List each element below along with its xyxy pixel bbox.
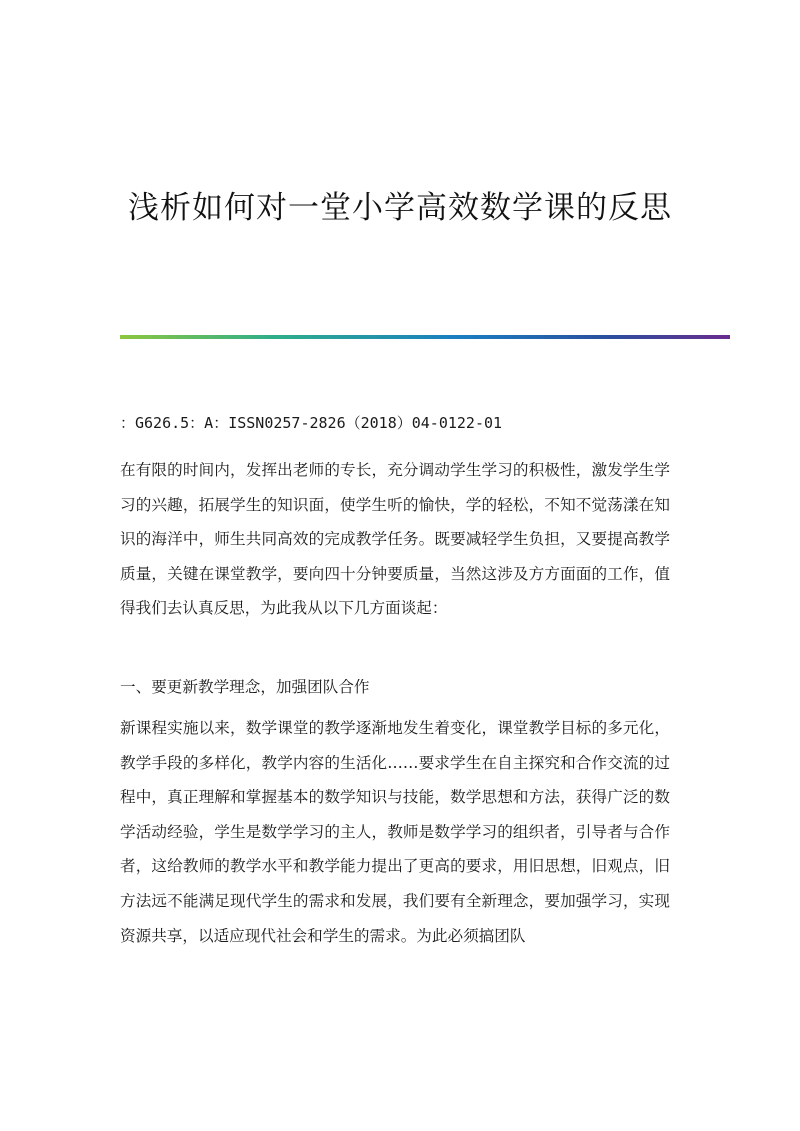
paragraph-section-1: 新课程实施以来，数学课堂的教学逐渐地发生着变化，课堂教学目标的多元化，教学手段的多样化，教学内容的生活化……要求学生在自主探究和合作交流的过程中，真正理解和掌握基本的数学知识与技能，数学思想和方法，获得广泛的数学活动经验，学生是数学学习的主人，教师是数学学习的组织者，引导者与合作者，这给教师的教学水平和教学能力提出了更高的要求，用旧思想，旧观点，旧方法远不能满足现代学生的需求和发展，我们要有全新理念，要加强学习，实现资源共享，以适应现代社会和学生的需求。为此必须搞团队 [120,719,670,945]
classification-meta: ：G626.5：A：ISSN0257-2826（2018）04-0122-01 [120,414,503,432]
paragraph-intro: 在有限的时间内，发挥出老师的专长，充分调动学生学习的积极性，激发学生学习的兴趣，拓展学生的知识面，使学生听的愉快，学的轻松，不知不觉荡漾在知识的海洋中，师生共同高效的完成教学任务。既要减轻学生负担，又要提高教学质量，关键在课堂教学，要向四十分钟要质量，当然这涉及方方面面的工作，值得我们去认真反思，为此我从以下几方面谈起： [120,461,670,618]
title-divider [120,335,730,339]
document-title: 浅析如何对一堂小学高效数学课的反思 [128,190,672,226]
section-heading-1: 一、要更新教学理念，加强团队合作 [120,678,370,696]
